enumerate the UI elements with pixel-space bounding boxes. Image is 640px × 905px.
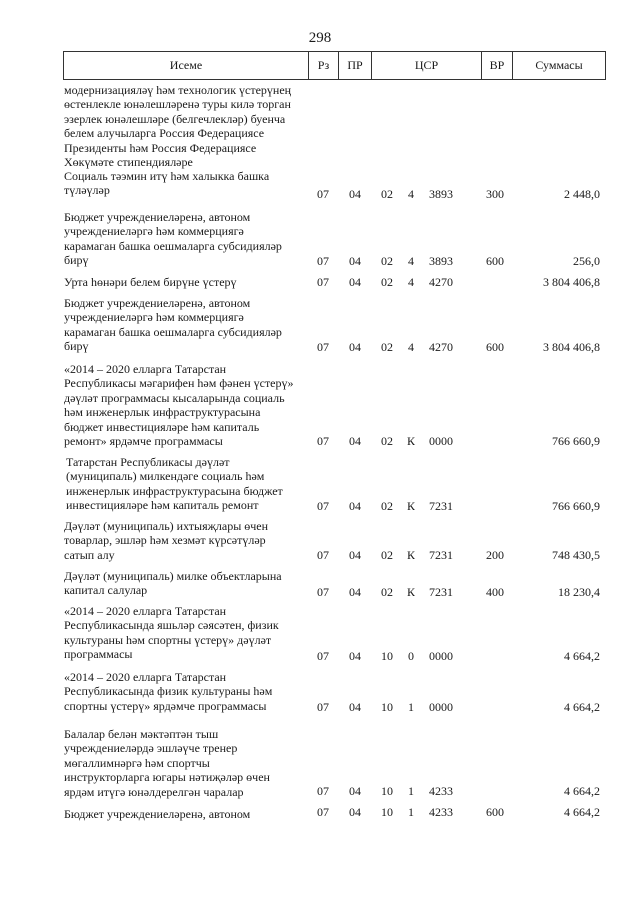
cell-csr-1: 10 (381, 805, 393, 819)
row-codes (0, 805, 640, 819)
header-sum: Суммасы (513, 51, 606, 80)
cell-vr: 600 (486, 340, 504, 354)
row-name: модернизацияләү һәм технологик үстерүнең өстенлекле юнәлешләренә туры килә торган эзерлек юнәлешләре (белгечлекләр) буенча белем алучыларга Россия Федерациясе Президенты һәм Россия Федерациясе Хөкүмәте стипендияләре (64, 83, 292, 170)
row-codes (0, 187, 640, 201)
row-codes (0, 254, 640, 268)
cell-vr: 600 (486, 254, 504, 268)
cell-csr-3: 0000 (429, 700, 453, 714)
cell-pr: 04 (349, 275, 361, 289)
row-name: «2014 – 2020 елларга Татарстан Республикасында яшьләр сәясәтен, физик культураны һәм спортны үстерү» дәүләт программасы (64, 604, 279, 662)
cell-csr-2: К (406, 434, 415, 448)
cell-sum: 4 664,2 (564, 700, 600, 714)
row-codes (0, 340, 640, 354)
row-name: Бюджет учреждениеләренә, автоном (64, 807, 251, 821)
row-codes (0, 649, 640, 663)
cell-csr-3: 4233 (429, 784, 453, 798)
cell-csr-2: 4 (408, 275, 414, 289)
cell-pr: 04 (349, 805, 361, 819)
row-name: «2014 – 2020 елларга Татарстан Республикасы мәгарифен һәм фәнен үстерү» дәүләт программасы кысаларында социаль һәм инженерлык инфраструктурасына бюджет инвестицияләре һәм капиталь ремонт» ярдәмче программасы (64, 362, 294, 449)
cell-pr: 04 (349, 649, 361, 663)
cell-rz: 07 (317, 700, 329, 714)
cell-csr-3: 7231 (429, 548, 453, 562)
cell-vr: 600 (486, 805, 504, 819)
cell-csr-1: 10 (381, 700, 393, 714)
cell-csr-3: 7231 (429, 499, 453, 513)
cell-csr-3: 4270 (429, 275, 453, 289)
cell-csr-1: 02 (381, 275, 393, 289)
cell-rz: 07 (317, 805, 329, 819)
cell-csr-2: 1 (408, 805, 414, 819)
cell-pr: 04 (349, 784, 361, 798)
cell-csr-2: К (406, 548, 415, 562)
row-codes (0, 548, 640, 562)
row-name: Бюджет учреждениеләренә, автоном учреждениеләргә һәм коммерциягә карамаган башка оешмаларга субсидияләр бирү (64, 210, 282, 268)
cell-csr-3: 3893 (429, 187, 453, 201)
cell-sum: 18 230,4 (558, 585, 600, 599)
row-name: Балалар белән мәктәптән тыш учреждениеләрдә эшләүче тренер мөгаллимнәргә һәм спортчы инструкторларга югары нәтиҗәләр өчен ярдәм итүгә юнәлдерелгән чаралар (64, 727, 270, 799)
cell-csr-1: 02 (381, 187, 393, 201)
cell-csr-1: 02 (381, 585, 393, 599)
cell-csr-1: 02 (381, 548, 393, 562)
cell-csr-1: 02 (381, 434, 393, 448)
cell-csr-1: 10 (381, 649, 393, 663)
cell-csr-2: 1 (408, 784, 414, 798)
cell-sum: 256,0 (573, 254, 600, 268)
cell-rz: 07 (317, 649, 329, 663)
cell-csr-3: 7231 (429, 585, 453, 599)
cell-vr: 400 (486, 585, 504, 599)
cell-pr: 04 (349, 585, 361, 599)
cell-csr-3: 0000 (429, 649, 453, 663)
row-codes (0, 784, 640, 798)
cell-sum: 4 664,2 (564, 805, 600, 819)
cell-sum: 4 664,2 (564, 649, 600, 663)
cell-pr: 04 (349, 340, 361, 354)
cell-sum: 766 660,9 (552, 434, 600, 448)
header-vr: ВР (482, 51, 513, 80)
cell-rz: 07 (317, 784, 329, 798)
cell-pr: 04 (349, 434, 361, 448)
row-codes (0, 585, 640, 599)
cell-csr-2: 4 (408, 340, 414, 354)
cell-csr-1: 02 (381, 499, 393, 513)
cell-pr: 04 (349, 254, 361, 268)
cell-rz: 07 (317, 254, 329, 268)
cell-csr-2: К (406, 499, 415, 513)
header-csr: ЦСР (372, 51, 482, 80)
cell-sum: 3 804 406,8 (543, 340, 600, 354)
cell-csr-3: 4270 (429, 340, 453, 354)
cell-sum: 748 430,5 (552, 548, 600, 562)
cell-csr-3: 3893 (429, 254, 453, 268)
cell-pr: 04 (349, 700, 361, 714)
row-codes (0, 700, 640, 714)
row-name: Татарстан Республикасы дәүләт (муниципаль) милкендәге социаль һәм инженерлык инфраструктурасына бюджет инвестицияләре һәм капиталь ремонт (66, 455, 283, 513)
row-name: Социаль тәэмин итү һәм халыкка башка түләүләр (64, 169, 270, 198)
cell-vr: 200 (486, 548, 504, 562)
header-pr: ПР (339, 51, 372, 80)
cell-rz: 07 (317, 187, 329, 201)
cell-rz: 07 (317, 434, 329, 448)
header-name: Исеме (63, 51, 309, 80)
cell-sum: 3 804 406,8 (543, 275, 600, 289)
cell-csr-3: 0000 (429, 434, 453, 448)
row-codes (0, 434, 640, 448)
cell-csr-1: 02 (381, 254, 393, 268)
cell-rz: 07 (317, 548, 329, 562)
row-name: Урта һөнәри белем бирүне үстерү (64, 275, 237, 289)
cell-sum: 766 660,9 (552, 499, 600, 513)
cell-csr-2: 4 (408, 254, 414, 268)
cell-rz: 07 (317, 275, 329, 289)
cell-sum: 4 664,2 (564, 784, 600, 798)
cell-csr-2: 1 (408, 700, 414, 714)
page-number: 298 (308, 30, 332, 46)
row-codes (0, 275, 640, 289)
cell-csr-1: 02 (381, 340, 393, 354)
row-name: Дәүләт (муниципаль) милке объектларына капитал салулар (64, 569, 282, 598)
cell-csr-3: 4233 (429, 805, 453, 819)
row-name: Бюджет учреждениеләренә, автоном учреждениеләргә һәм коммерциягә карамаган башка оешмаларга субсидияләр бирү (64, 296, 282, 354)
cell-rz: 07 (317, 585, 329, 599)
row-name: Дәүләт (муниципаль) ихтыяҗлары өчен товарлар, эшләр һәм хезмәт күрсәтүләр сатып алу (64, 519, 269, 562)
cell-pr: 04 (349, 499, 361, 513)
cell-pr: 04 (349, 548, 361, 562)
header-rz: Рз (309, 51, 339, 80)
cell-rz: 07 (317, 340, 329, 354)
cell-vr: 300 (486, 187, 504, 201)
cell-sum: 2 448,0 (564, 187, 600, 201)
cell-csr-2: К (406, 585, 415, 599)
cell-csr-1: 10 (381, 784, 393, 798)
row-codes (0, 499, 640, 513)
cell-pr: 04 (349, 187, 361, 201)
cell-rz: 07 (317, 499, 329, 513)
cell-csr-2: 4 (408, 187, 414, 201)
row-name: «2014 – 2020 елларга Татарстан Республикасында физик культураны һәм спортны үстерү» ярдәмче программасы (64, 670, 273, 713)
cell-csr-2: 0 (408, 649, 414, 663)
